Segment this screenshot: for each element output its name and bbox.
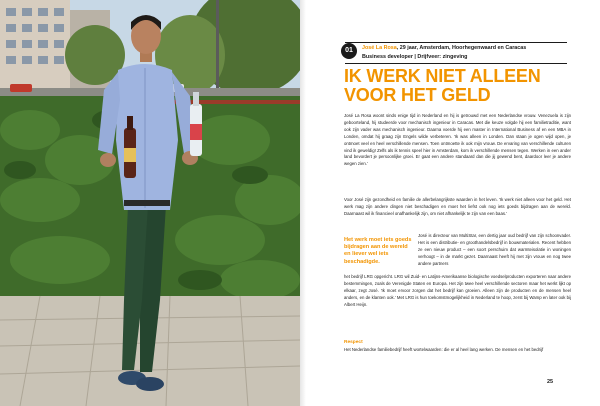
body-paragraph-2: Voor José zijn gezondheid en familie de allerbelangrijkste waarden in het leven. 'Ik werk niet alleen voor het geld. Het werk mag zijn andere dingen niet beschadigen en moet het liefst ook nog iets goeds bijdragen aan de wereld. Daarnaast wil ik financieel onafhankelijk zijn, om niet afhankelijk te zijn van een baas.' <box>344 197 571 216</box>
header-rule-top <box>345 42 567 43</box>
page-number: 25 <box>547 379 554 385</box>
body-paragraph-1: José La Rosa woont sinds enige tijd in Nederland en hij is getrouwd met een Nederlandse vrouw. Venezuela is zijn geboorteland, hij studeerde voor mechanisch ingenieur in Caracas. Met die keuze volgde hij een familietraditie, want ook zijn vader was mechanisch ingenieur. Daarna voerde hij een master in International Business af en een MBA in Londen, omdat hij graag zijn Engels wilde verbeteren. 'Ik was alleen in Londen. Dan staan je ogen wijd open, je ontmoet veel en heel verschillende mensen. Toen ontmoette ik ook mijn vrouw. De ervaring van verschillende culturen vind ik geweldig! Zelfs als ik tennis speel hier in Amsterdam, kom ik verschillende mensen tegen. Werken in een ander land bevordert je persoonlijke groei. Er gaat een andere standaard dan die jij gewend bent, daardoor leer je andere wegen zien.' <box>344 113 571 167</box>
pull-quote: Het werk moet iets goeds bijdragen aan de wereld en liever wel iets beschadigde. <box>344 237 412 265</box>
article-headline <box>344 67 584 105</box>
header-rule-bottom <box>345 63 567 64</box>
body-paragraph-3: José is directeur van MultiStar, een dertig jaar oud bedrijf van zijn schoonvader. Het is een distributie- en groothandelsbedrijf in bouwmaterialen. Recent hebben ze een nieuw product – een soort perschuim dat warmteisolatie in woningen verhoogt – in de markt gezet. Daarnaast heeft hij met zijn vrouw en nog twee andere partners <box>418 233 571 266</box>
headline-line-2: VOOR HET GELD <box>344 85 491 105</box>
body-paragraph-5: Het Nederlandse familiebedrijf heeft wortelwaarden: die er al heel lang werken. De mensen en het bedrijf <box>344 347 544 352</box>
headline-line-1: IK WERK NIET ALLEEN <box>344 66 541 86</box>
text-page <box>300 0 600 406</box>
body-paragraph-4: het bedrijf LRG opgericht. LRG wil Zuid- en Latijns-Amerikaanse biologische voedselproducten exporteren naar andere bestemmingen, zoals de Verenigde Staten en Europa. Het zijn twee heel verschillende sectoren maar het werkt lijkt op elkaar, zegt José. 'Ik moet ervoor zorgen dat het bedrijf kan groeien. Alleen zijn de producten en de mensen heel anders, en de klanten ook.' Met LRG is hun toekomstmogelijkheid in Nederland te hoop, zerst bij Wamp en later ook bij Albert Heijn. <box>344 274 571 307</box>
profile-line <box>362 44 526 52</box>
profile-name: José La Rosa <box>362 45 397 51</box>
profile-details: , 29 jaar, Amsterdam, Hoorhegenwaard en Caracas <box>396 45 527 51</box>
profile-role: Business developer | Drijfveer: zingeving <box>362 54 468 60</box>
section-subhead: Respect <box>344 340 363 345</box>
profile-number-badge: 01 <box>341 43 357 59</box>
